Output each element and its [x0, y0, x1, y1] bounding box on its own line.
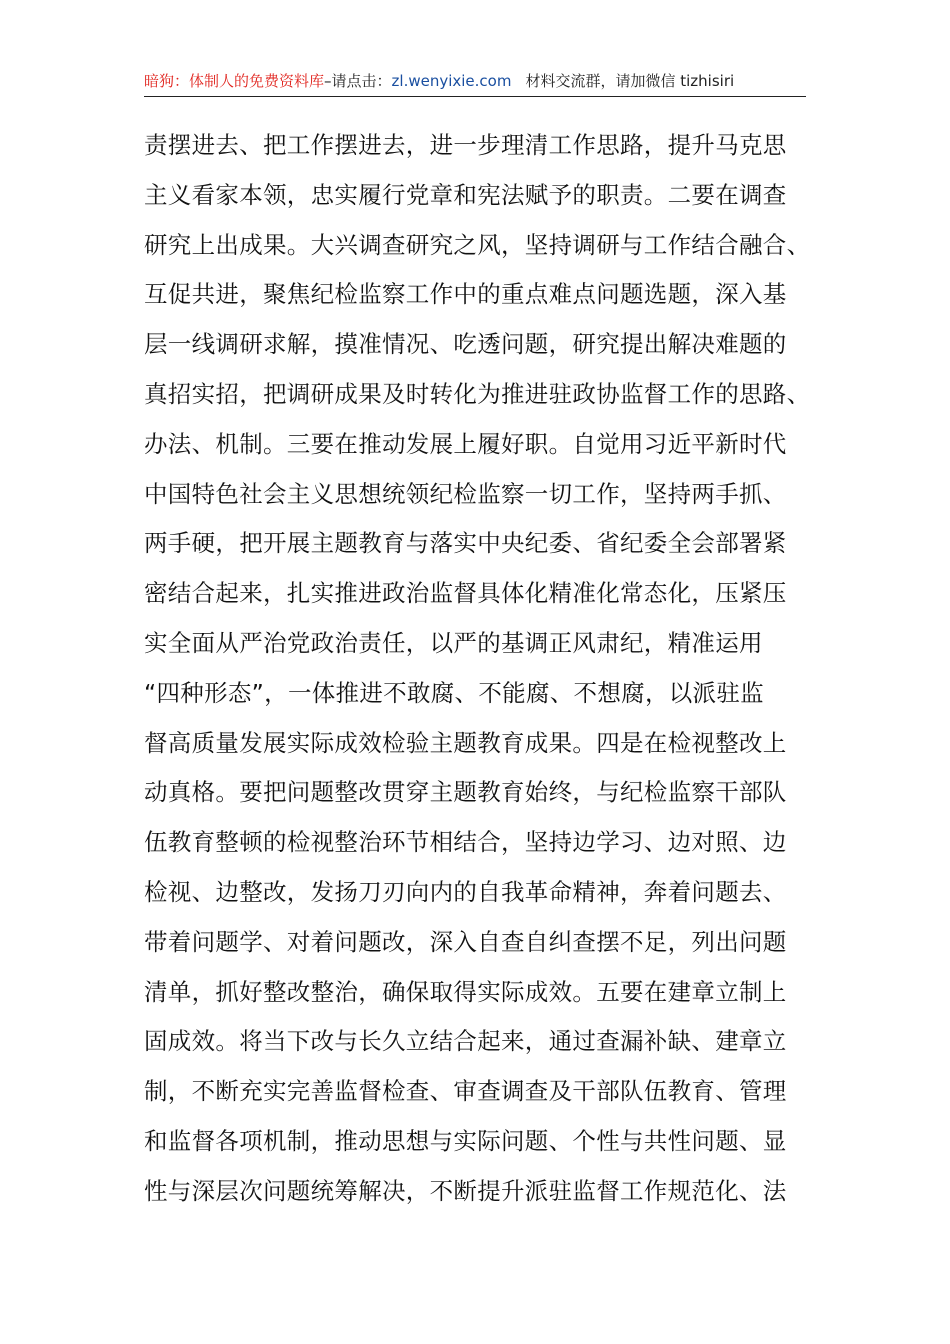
text-line: 层一线调研求解，摸准情况、吃透问题，研究提出解决难题的 — [144, 330, 787, 359]
text-line: 性与深层次问题统筹解决，不断提升派驻监督工作规范化、法 — [144, 1176, 787, 1205]
text-line: 清单，抓好整改整治，确保取得实际成效。五要在建章立制上 — [144, 977, 787, 1006]
text-line: 和监督各项机制，推动思想与实际问题、个性与共性问题、显 — [144, 1126, 787, 1155]
text-line: 责摆进去、把工作摆进去，进一步理清工作思路，提升马克思 — [144, 131, 787, 159]
text-line: 带着问题学、对着问题改，深入自查自纠查摆不足，列出问题 — [144, 927, 787, 956]
text-line: 密结合起来，扎实推进政治监督具体化精准化常态化，压紧压 — [144, 579, 787, 608]
header-contact: 材料交流群，请加微信 tizhisiri — [525, 72, 735, 90]
text-line: 检视、边整改，发扬刀刃向内的自我革命精神，奔着问题去、 — [144, 877, 787, 906]
text-line: 制，不断充实完善监督检查、审查调查及干部队伍教育、管理 — [144, 1077, 787, 1106]
text-line: 主义看家本领，忠实履行党章和宪法赋予的职责。二要在调查 — [144, 180, 787, 209]
text-line: 办法、机制。三要在推动发展上履好职。自觉用习近平新时代 — [144, 429, 787, 458]
text-line: 伍教育整顿的检视整治环节相结合，坚持边学习、边对照、边 — [144, 828, 787, 857]
header-brand: 暗狗：体制人的免费资料库 — [144, 72, 325, 90]
text-line: 督高质量发展实际成效检验主题教育成果。四是在检视整改上 — [144, 728, 787, 757]
text-line: 研究上出成果。大兴调查研究之风，坚持调研与工作结合融合、 — [144, 230, 811, 259]
text-line: 两手硬，把开展主题教育与落实中央纪委、省纪委全会部署紧 — [144, 529, 787, 558]
header-prompt: –请点击： — [324, 72, 392, 90]
text-line: 互促共进，聚焦纪检监察工作中的重点难点问题选题，深入基 — [144, 280, 787, 309]
body-paragraph — [144, 121, 814, 1217]
text-line: 中国特色社会主义思想统领纪检监察一切工作，坚持两手抓、 — [144, 479, 787, 508]
text-line: 实全面从严治党政治责任，以严的基调正风肃纪，精准运用 — [144, 628, 763, 657]
header-link[interactable]: zl.wenyixie.com — [391, 72, 512, 90]
page-header — [144, 66, 806, 97]
text-line: “四种形态”，一体推进不敢腐、不能腐、不想腐，以派驻监 — [144, 678, 764, 707]
text-line: 动真格。要把问题整改贯穿主题教育始终，与纪检监察干部队 — [144, 778, 787, 807]
text-line: 固成效。将当下改与长久立结合起来，通过查漏补缺、建章立 — [144, 1027, 787, 1056]
text-line: 真招实招，把调研成果及时转化为推进驻政协监督工作的思路、 — [144, 379, 811, 408]
